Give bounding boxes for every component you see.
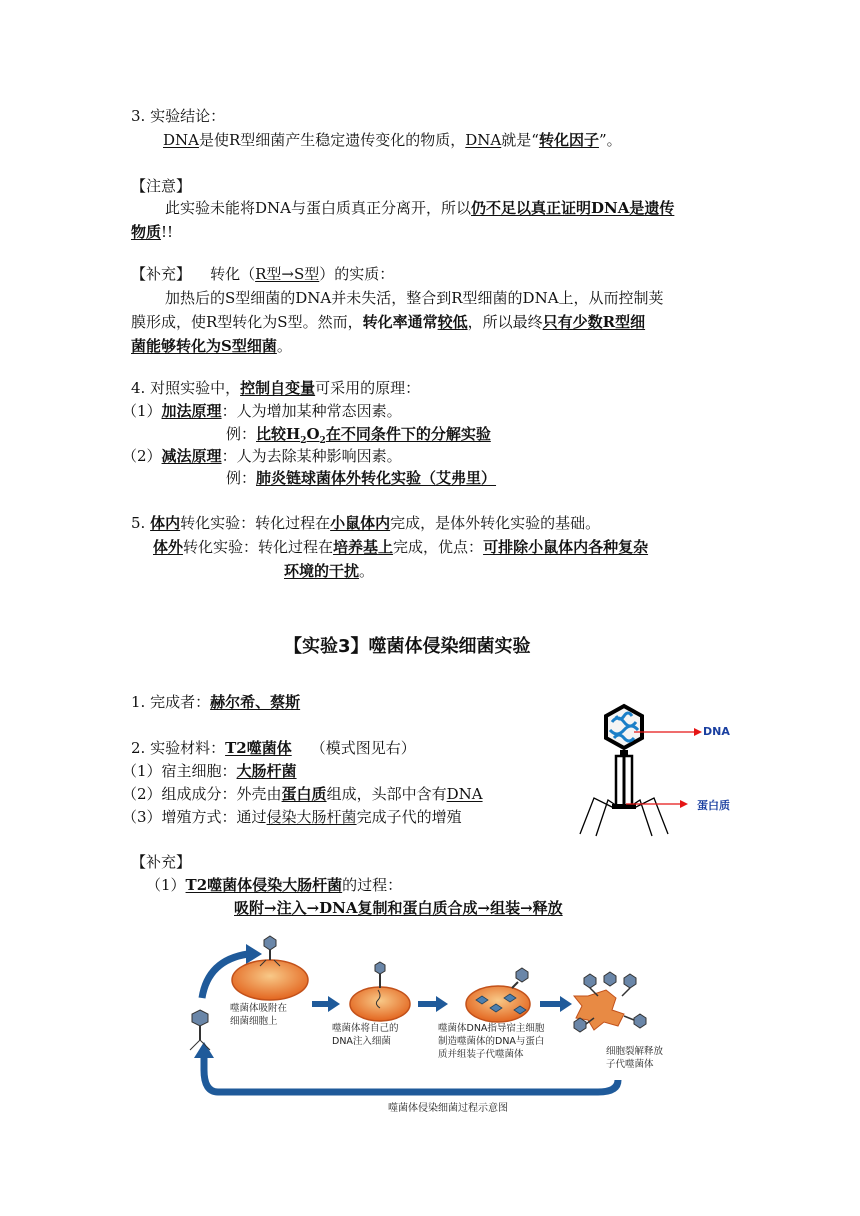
researchers-line: 1. 完成者：赫尔希、蔡斯 xyxy=(131,693,301,711)
subtraction-principle: （2）减法原理：人为去除某种影响因素。 xyxy=(122,447,402,465)
bacterium-cell-1-icon xyxy=(232,960,308,1000)
step-arrow-1-icon xyxy=(328,996,340,1012)
note-text-line1: 此实验未能将DNA与蛋白质真正分离开，所以仍不足以真正证明DNA是遗传 xyxy=(165,199,675,217)
supplement-text-line3: 菌能够转化为S型细菌。 xyxy=(131,337,292,355)
free-phage-icon xyxy=(192,1010,208,1026)
bacterium-cell-3-icon xyxy=(466,986,530,1022)
addition-example: 例：比较$H_2O_2$在不同条件下的分解实验 xyxy=(226,425,491,446)
reproduction-line: （3）增殖方式：通过侵染大肠杆菌完成子代的增殖 xyxy=(122,808,462,826)
addition-principle: （1）加法原理：人为增加某种常态因素。 xyxy=(122,402,402,420)
diagram-step2-label: 噬菌体将自己的 DNA注入细菌 xyxy=(332,1023,399,1047)
supplement-transformation-title: 【补充】 转化（R型→S型）的实质： xyxy=(131,265,395,283)
t2-phage-model xyxy=(576,700,746,840)
in-vitro-line: 体外转化实验：转化过程在培养基上完成，优点：可排除小鼠体内各种复杂 xyxy=(153,538,649,556)
step-arrow-3-icon xyxy=(560,996,572,1012)
phage-protein-label: 蛋白质 xyxy=(697,799,730,812)
control-experiment-heading: 4. 对照实验中，控制自变量可采用的原理： xyxy=(131,379,421,397)
infection-steps: 吸附→注入→DNA复制和蛋白质合成→组装→释放 xyxy=(234,899,563,917)
conclusion-heading: 3. 实验结论： xyxy=(131,107,226,125)
supplement-text-line1: 加热后的S型细菌的DNA并未失活，整合到R型细菌的DNA上，从而控制荚 xyxy=(165,289,664,307)
phage-dna-label: DNA xyxy=(703,725,730,738)
diagram-caption: 噬菌体侵染细菌过程示意图 xyxy=(388,1103,508,1114)
materials-line: 2. 实验材料：T2噬菌体 （模式图见右） xyxy=(131,739,416,757)
subtraction-example: 例：肺炎链球菌体外转化实验（艾弗里） xyxy=(226,469,497,487)
step-arrow-2-icon xyxy=(436,996,448,1012)
conclusion-text: DNA是使R型细菌产生稳定遗传变化的物质，DNA就是“转化因子”。 xyxy=(163,131,622,149)
in-vitro-line2: 环境的干扰。 xyxy=(284,562,375,580)
diagram-step3-label: 噬菌体DNA指导宿主细胞 制造噬菌体的DNA与蛋白 质并组装子代噬菌体 xyxy=(438,1023,545,1060)
note-text-line2: 物质!! xyxy=(131,223,174,241)
bacterium-cell-2-icon xyxy=(350,987,410,1021)
in-vivo-line: 5. 体内转化实验：转化过程在小鼠体内完成，是体外转化实验的基础。 xyxy=(131,514,601,532)
experiment3-heading: 【实验3】噬菌体侵染细菌实验 xyxy=(284,636,531,657)
composition-line: （2）组成成分：外壳由蛋白质组成，头部中含有DNA xyxy=(122,785,483,803)
phage-attached-icon xyxy=(264,936,276,950)
infection-process-line: （1）T2噬菌体侵染大肠杆菌的过程： xyxy=(146,876,403,894)
diagram-step1-label: 噬菌体吸附在 细菌细胞上 xyxy=(230,1003,288,1027)
supplement2-title: 【补充】 xyxy=(131,853,192,871)
note-title: 【注意】 xyxy=(131,177,192,195)
supplement-text-line2: 膜形成，使R型转化为S型。然而，转化率通常较低，所以最终只有少数R型细 xyxy=(131,313,646,331)
cycle-arrow-bottom-icon xyxy=(204,1054,618,1092)
host-cell-line: （1）宿主细胞：大肠杆菌 xyxy=(122,762,297,780)
diagram-step4-label: 细胞裂解释放 子代噬菌体 xyxy=(606,1046,664,1070)
